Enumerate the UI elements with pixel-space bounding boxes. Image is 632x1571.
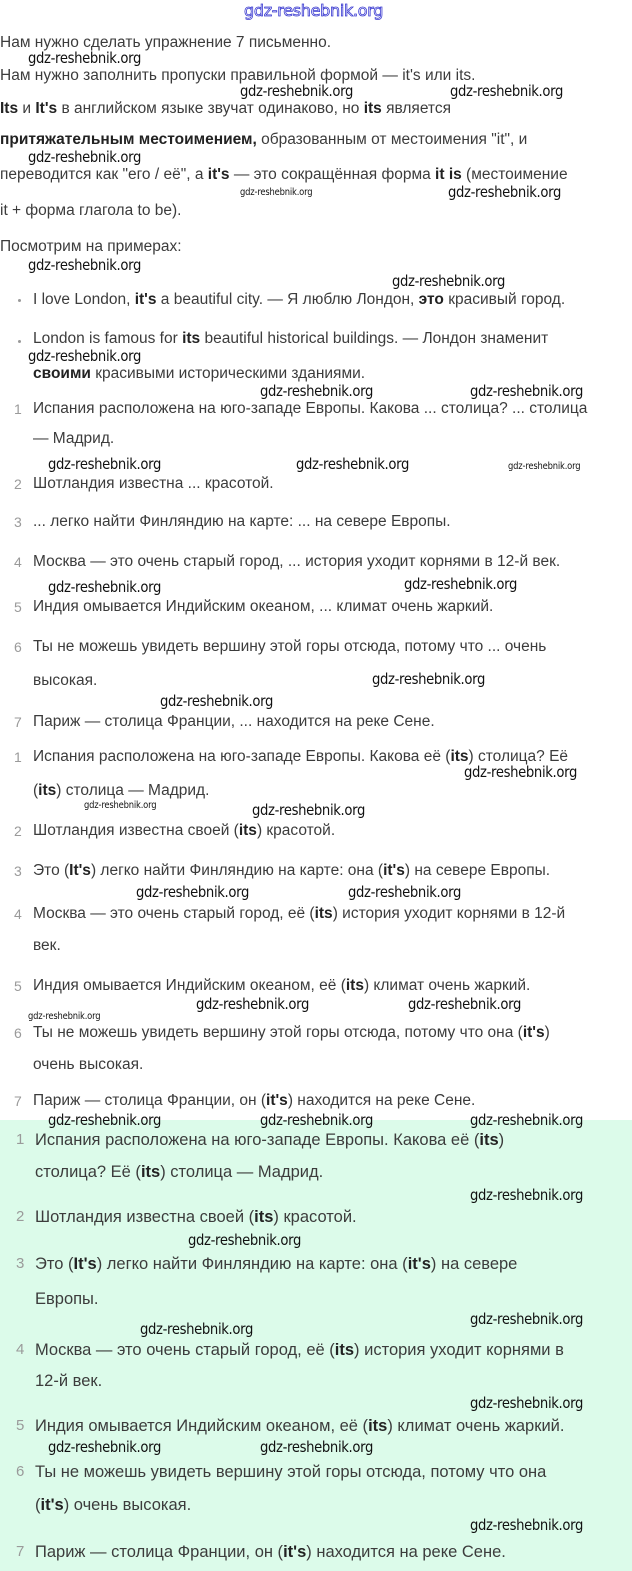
final-answer-item (35, 1207, 357, 1227)
task-item-cont: — Мадрид. (33, 430, 115, 447)
bullet-icon (18, 299, 21, 302)
watermark: gdz-reshebnik.org (28, 49, 141, 67)
final-answer-item-cont: Европы. (35, 1290, 99, 1308)
intro-paragraph-line (0, 130, 527, 150)
item-number: 4 (14, 554, 22, 570)
item-number: 6 (14, 639, 22, 655)
text: ) история уходит корнями в (354, 1341, 564, 1359)
watermark: gdz-reshebnik.org (240, 187, 313, 198)
text: I love London, (33, 291, 135, 308)
watermark: gdz-reshebnik.org (196, 995, 309, 1013)
answer-item (33, 861, 550, 881)
watermark: gdz-reshebnik.org (470, 1310, 583, 1328)
watermark: gdz-reshebnik.org (464, 763, 577, 781)
watermark: gdz-reshebnik.org (136, 883, 249, 901)
task-item: Индия омывается Индийским океаном, ... климат очень жаркий. (33, 598, 494, 615)
watermark: gdz-reshebnik.org (260, 1111, 373, 1129)
watermark: gdz-reshebnik.org (508, 461, 581, 472)
answer-item (33, 821, 335, 841)
answer-item-cont (33, 781, 209, 801)
watermark: gdz-reshebnik.org (470, 1516, 583, 1534)
bold-term: its (368, 1417, 388, 1435)
text: Индия омывается Индийским океаном, её ( (35, 1417, 369, 1435)
final-answer-item (35, 1254, 517, 1274)
final-answer-item (35, 1542, 506, 1562)
task-item: Испания расположена на юго-западе Европы. Какова ... столица? ... столица (33, 400, 588, 417)
bold-term: it's (40, 1496, 64, 1514)
text: ) климат очень жаркий. (363, 977, 531, 994)
bold-term: its (182, 330, 201, 347)
bold-term: it's (383, 862, 405, 879)
text: a beautiful city. — Я люблю Лондон, (156, 291, 419, 308)
watermark: gdz-reshebnik.org (392, 272, 505, 290)
text: Париж — столица Франции, он ( (33, 1092, 267, 1109)
watermark: gdz-reshebnik.org (470, 1111, 583, 1129)
answer-item (33, 904, 565, 924)
watermark: gdz-reshebnik.org (296, 455, 409, 473)
item-number: 2 (14, 823, 22, 839)
item-number: 3 (14, 514, 22, 530)
item-number: 7 (14, 1093, 22, 1109)
text: — это сокращённая форма (229, 166, 436, 183)
item-number: 3 (16, 1255, 25, 1272)
watermark: gdz-reshebnik.org (408, 995, 521, 1013)
item-number: 5 (16, 1417, 25, 1434)
intro-paragraph-line (0, 165, 568, 185)
bold-term: its (479, 1131, 499, 1149)
answer-item (33, 1091, 475, 1111)
watermark: gdz-reshebnik.org (240, 82, 353, 100)
text: Москва — это очень старый город, её ( (35, 1341, 335, 1359)
text: ) красотой. (273, 1208, 357, 1226)
task-item: ... легко найти Финляндию на карте: ... на севере Европы. (33, 513, 451, 530)
text: Это ( (33, 862, 70, 879)
bold-term: притяжательным местоимением, (0, 131, 257, 148)
examples-heading: Посмотрим на примерах: (0, 238, 182, 255)
watermark: gdz-reshebnik.org (140, 1320, 253, 1338)
bold-term: it's (134, 291, 157, 308)
final-answer-item (35, 1416, 564, 1436)
text: London is famous for (33, 330, 183, 347)
text: ) (544, 1024, 550, 1041)
text: ) находится на реке Сене. (287, 1092, 476, 1109)
intro-line: Нам нужно сделать упражнение 7 письменно. (0, 34, 332, 51)
watermark: gdz-reshebnik.org (404, 575, 517, 593)
bold-term: its (334, 1341, 355, 1359)
text: Ты не можешь увидеть вершину этой горы отсюда, потому что она ( (33, 1024, 523, 1041)
bold-term: its (345, 977, 364, 994)
watermark: gdz-reshebnik.org (28, 148, 141, 166)
watermark: gdz-reshebnik.org (28, 1011, 101, 1022)
text: красивый город. (443, 291, 566, 308)
example-item (33, 290, 565, 310)
text: Шотландия известна своей ( (35, 1208, 255, 1226)
bold-term: its (238, 822, 257, 839)
item-number: 6 (14, 1025, 22, 1041)
text: ) красотой. (256, 822, 336, 839)
text: ) столица — Мадрид. (56, 782, 210, 799)
text: ) столица? Её (468, 748, 569, 765)
task-item: Ты не можешь увидеть вершину этой горы отсюда, потому что ... очень (33, 638, 547, 655)
answer-item-cont: очень высокая. (33, 1056, 144, 1073)
answer-item (33, 976, 530, 996)
bold-term: its (314, 905, 333, 922)
bold-term: it's (266, 1092, 288, 1109)
example-item (33, 329, 548, 349)
text: Испания расположена на юго-западе Европы. Какова её ( (33, 748, 451, 765)
item-number: 7 (14, 714, 22, 730)
item-number: 1 (16, 1131, 25, 1148)
example-item-cont (33, 364, 365, 384)
bold-term: It's (73, 1255, 97, 1273)
text: ) столица — Мадрид. (160, 1163, 324, 1181)
site-watermark-top: gdz-reshebnik.org (244, 1, 384, 20)
text: образованным от местоимения "it", и (256, 131, 528, 148)
bullet-icon (18, 340, 21, 343)
watermark: gdz-reshebnik.org (450, 82, 563, 100)
final-answer-item (35, 1340, 564, 1360)
final-answer-item-cont: 12-й век. (35, 1372, 103, 1390)
text: ) легко найти Финляндию на карте: она ( (90, 862, 384, 879)
watermark: gdz-reshebnik.org (470, 382, 583, 400)
text: ) находится на реке Сене. (306, 1543, 506, 1561)
final-answer-item-cont (35, 1495, 191, 1515)
text: переводится как "его / её", а (0, 166, 208, 183)
item-number: 5 (14, 978, 22, 994)
bold-term: it's (522, 1024, 545, 1041)
bold-term: It's (69, 862, 91, 879)
text: ) на севере Европы. (404, 862, 551, 879)
item-number: 2 (14, 476, 22, 492)
watermark: gdz-reshebnik.org (260, 1438, 373, 1456)
text: является (381, 100, 451, 117)
watermark: gdz-reshebnik.org (160, 692, 273, 710)
text: Испания расположена на юго-западе Европы. Какова её ( (35, 1131, 480, 1149)
text: столица? Её ( (35, 1163, 141, 1181)
task-item-cont: высокая. (33, 672, 98, 689)
watermark: gdz-reshebnik.org (372, 670, 485, 688)
watermark: gdz-reshebnik.org (348, 883, 461, 901)
text: ) легко найти Финляндию на карте: она ( (96, 1255, 408, 1273)
text: ) очень высокая. (63, 1496, 192, 1514)
text: Париж — столица Франции, он ( (35, 1543, 284, 1561)
watermark: gdz-reshebnik.org (470, 1394, 583, 1412)
watermark: gdz-reshebnik.org (28, 256, 141, 274)
text: ) на севере (430, 1255, 518, 1273)
item-number: 2 (16, 1208, 25, 1225)
text: в английском языке звучат одинаково, но (57, 100, 364, 117)
bold-term: its (254, 1208, 274, 1226)
text: и (18, 100, 36, 117)
watermark: gdz-reshebnik.org (48, 1438, 161, 1456)
item-number: 4 (16, 1341, 25, 1358)
watermark: gdz-reshebnik.org (252, 801, 365, 819)
text: красивыми историческими зданиями. (90, 365, 366, 382)
watermark: gdz-reshebnik.org (48, 455, 161, 473)
text: ) климат очень жаркий. (387, 1417, 565, 1435)
item-number: 6 (16, 1463, 25, 1480)
task-item: Москва — это очень старый город, ... история уходит корнями в 12-й век. (33, 553, 561, 570)
text: Шотландия известна своей ( (33, 822, 239, 839)
item-number: 1 (14, 749, 22, 765)
task-item: Шотландия известна ... красотой. (33, 475, 274, 492)
text: beautiful historical buildings. — Лондон знаменит (200, 330, 549, 347)
bold-term: its (363, 100, 382, 117)
intro-line: Нам нужно заполнить пропуски правильной формой — it's или its. (0, 67, 476, 84)
watermark: gdz-reshebnik.org (48, 1111, 161, 1129)
watermark: gdz-reshebnik.org (84, 800, 157, 811)
bold-term: it is (435, 166, 462, 183)
item-number: 5 (14, 599, 22, 615)
bold-term: It's (35, 100, 58, 117)
final-answer-item: Ты не можешь увидеть вершину этой горы отсюда, потому что она (35, 1463, 547, 1481)
bold-term: it's (207, 166, 230, 183)
bold-term: это (418, 291, 444, 308)
answer-item-cont: век. (33, 937, 61, 954)
text: ( (33, 782, 39, 799)
watermark: gdz-reshebnik.org (260, 382, 373, 400)
intro-paragraph-line: it + форма глагола to be). (0, 202, 182, 219)
bold-term: своими (33, 365, 91, 382)
text: ( (35, 1496, 41, 1514)
final-answer-item (35, 1130, 504, 1150)
bold-term: it's (407, 1255, 431, 1273)
bold-term: its (38, 782, 57, 799)
bold-term: it's (283, 1543, 307, 1561)
watermark: gdz-reshebnik.org (188, 1231, 301, 1249)
item-number: 3 (14, 863, 22, 879)
watermark: gdz-reshebnik.org (448, 183, 561, 201)
item-number: 4 (14, 906, 22, 922)
watermark: gdz-reshebnik.org (28, 347, 141, 365)
bold-term: its (140, 1163, 161, 1181)
text: Индия омывается Индийским океаном, её ( (33, 977, 346, 994)
final-answer-item-cont (35, 1162, 323, 1182)
bold-term: Its (0, 100, 19, 117)
answer-item (33, 1023, 550, 1043)
text: Это ( (35, 1255, 74, 1273)
text: Москва — это очень старый город, её ( (33, 905, 315, 922)
item-number: 7 (16, 1543, 25, 1560)
text: ) история уходит корнями в 12-й (332, 905, 566, 922)
text: ) (498, 1131, 505, 1149)
watermark: gdz-reshebnik.org (48, 578, 161, 596)
watermark: gdz-reshebnik.org (470, 1186, 583, 1204)
intro-paragraph-line (0, 99, 451, 119)
item-number: 1 (14, 401, 22, 417)
task-item: Париж — столица Франции, ... находится на реке Сене. (33, 713, 435, 730)
bold-term: its (450, 748, 469, 765)
text: (местоимение (461, 166, 568, 183)
